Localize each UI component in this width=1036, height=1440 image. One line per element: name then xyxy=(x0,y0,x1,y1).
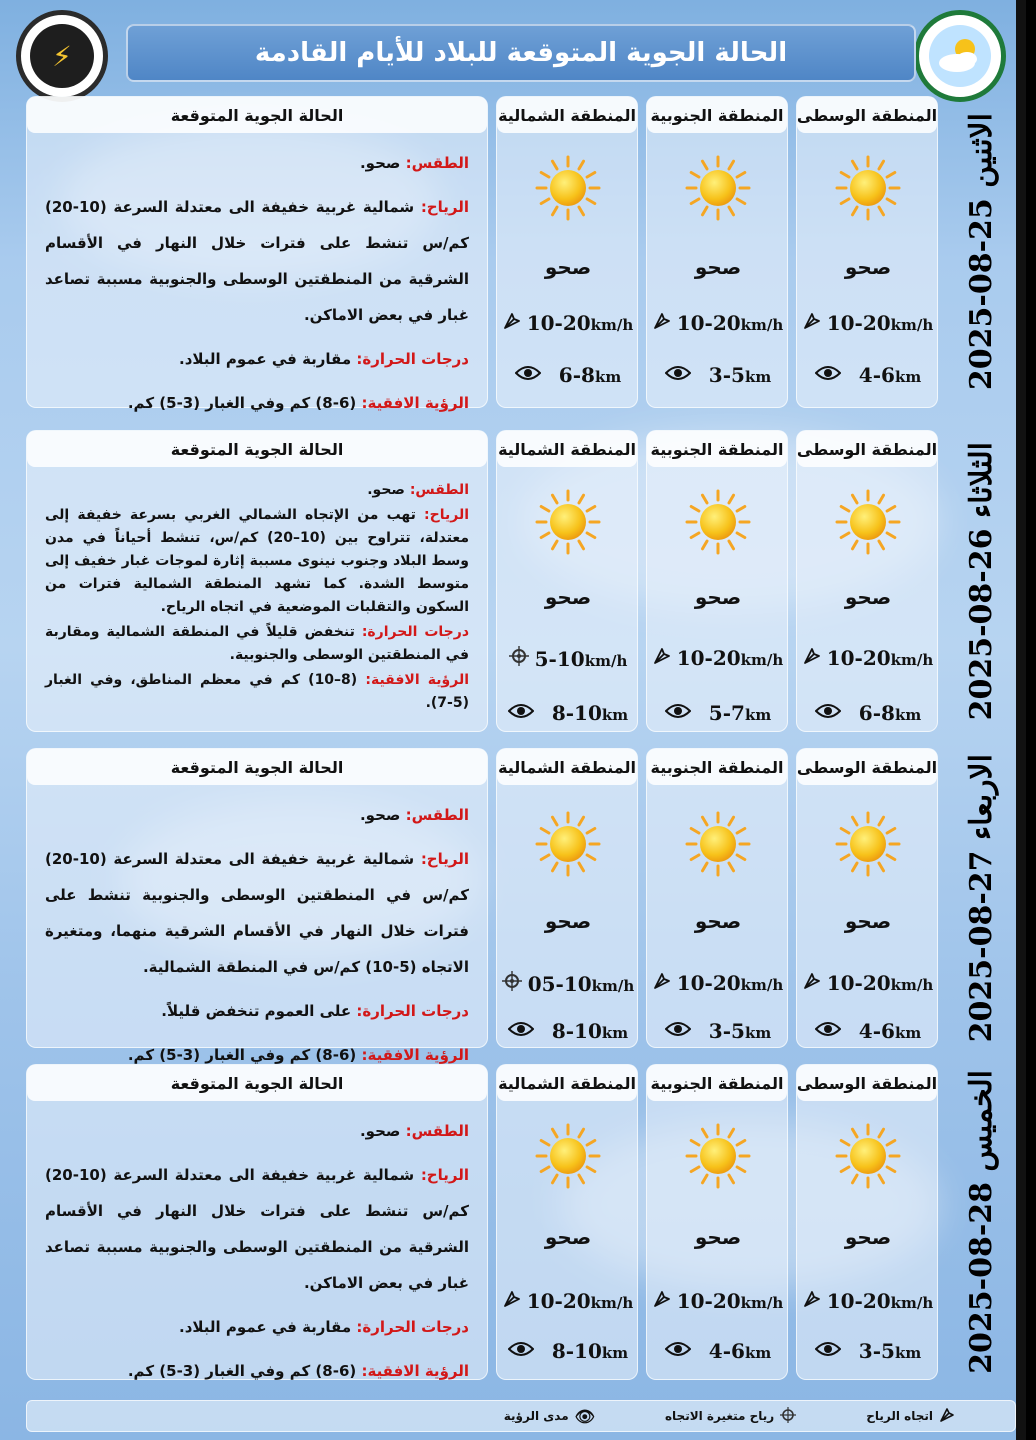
region-card xyxy=(646,430,788,732)
forecast-line-text: شمالية غربية خفيفة الى معتدلة السرعة (10-20) كم/س تنشط على فترات خلال النهار في الأقسام الشرقية من المنطقتين الوسطى والجنوبية مسببة تصاعد غبار في بعض الاماكن. xyxy=(45,198,469,324)
eye-icon xyxy=(665,1339,691,1364)
visibility-unit: km xyxy=(744,1024,772,1042)
weather-condition: صحو xyxy=(694,1225,742,1249)
wind-value: 10-20 xyxy=(826,311,891,335)
forecast-line-text: صحو. xyxy=(359,1122,406,1140)
eye-icon xyxy=(815,1339,841,1364)
forecast-line-text: مقاربة في عموم البلاد. xyxy=(179,1318,357,1336)
forecast-line xyxy=(45,189,469,333)
forecast-line-text: تنخفض قليلاً في المنطقة الشمالية ومقاربة في المنطقتين الوسطى والجنوبية. xyxy=(45,624,469,663)
wind-speed xyxy=(647,311,789,335)
region-title: المنطقة الشمالية xyxy=(497,749,637,785)
visibility-value: 3-5 xyxy=(858,1339,895,1363)
visibility xyxy=(647,1339,789,1364)
region-title: المنطقة الجنوبية xyxy=(647,749,787,785)
forecast-text-box xyxy=(26,96,488,412)
eye-icon xyxy=(665,1019,691,1044)
wind-value: 10-20 xyxy=(826,1289,891,1313)
region-card xyxy=(646,1064,788,1380)
eye-icon: 👁 xyxy=(574,1406,595,1426)
wind-unit: km/h xyxy=(740,976,784,994)
visibility xyxy=(497,701,639,726)
wind-value: 10-20 xyxy=(676,1289,741,1313)
forecast-line-text: (6-8) كم وفي الغبار (3-5) كم. xyxy=(127,1046,362,1064)
weather-condition: صحو xyxy=(694,585,742,609)
sun-icon xyxy=(685,155,751,221)
day-block xyxy=(26,1064,1016,1380)
weather-condition: صحو xyxy=(844,585,892,609)
wind-direction-icon xyxy=(653,312,671,335)
wind-unit: km/h xyxy=(590,1294,634,1312)
wind-speed xyxy=(497,1289,639,1313)
region-card xyxy=(796,430,938,732)
sun-icon xyxy=(835,489,901,555)
wind-speed xyxy=(797,311,939,335)
wind-value: 10-20 xyxy=(526,1289,591,1313)
visibility-unit: km xyxy=(744,1344,772,1362)
visibility xyxy=(647,1019,789,1044)
visibility-value: 4-6 xyxy=(858,363,895,387)
weather-condition: صحو xyxy=(844,909,892,933)
wind-speed xyxy=(647,646,789,670)
eye-icon xyxy=(515,363,541,388)
weather-condition: صحو xyxy=(544,585,592,609)
visibility-value: 8-10 xyxy=(551,1019,602,1043)
eye-icon xyxy=(508,1339,534,1364)
forecast-title: الحالة الجوية المتوقعة xyxy=(27,431,487,467)
forecast-line xyxy=(45,145,469,181)
wind-unit: km/h xyxy=(890,1294,934,1312)
forecast-line xyxy=(45,1157,469,1301)
visibility-unit: km xyxy=(894,706,922,724)
forecast-body xyxy=(27,1101,487,1405)
forecast-line xyxy=(45,1309,469,1345)
forecast-body xyxy=(27,785,487,1089)
eye-icon xyxy=(815,701,841,726)
wind-unit: km/h xyxy=(890,316,934,334)
eye-icon xyxy=(665,363,691,388)
sun-icon xyxy=(535,489,601,555)
wind-unit: km/h xyxy=(591,977,635,995)
forecast-line-label: الطقس: xyxy=(405,154,469,172)
forecast-line-label: الرياح: xyxy=(424,507,469,523)
forecast-line xyxy=(45,385,469,421)
day-label xyxy=(946,96,1016,408)
sun-icon xyxy=(685,811,751,877)
weather-condition: صحو xyxy=(544,909,592,933)
wind-unit: km/h xyxy=(740,1294,784,1312)
lightning-icon: ⚡ xyxy=(30,24,94,88)
wind-direction-icon xyxy=(653,972,671,995)
wind-direction-icon xyxy=(503,312,521,335)
forecast-line xyxy=(45,621,469,667)
forecast-line-text: شمالية غربية خفيفة الى معتدلة السرعة (10-20) كم/س تنشط على فترات خلال النهار في الأقسام الشرقية من المنطقتين الوسطى والجنوبية مسببة تصاعد غبار في بعض الاماكن. xyxy=(45,1166,469,1292)
forecast-line-label: الطقس: xyxy=(405,1122,469,1140)
forecast-line-text: على العموم تنخفض قليلاً. xyxy=(161,1002,357,1020)
wind-direction-icon xyxy=(803,972,821,995)
forecast-line-text: (6-8) كم وفي الغبار (3-5) كم. xyxy=(127,1362,362,1380)
visibility-value: 4-6 xyxy=(858,1019,895,1043)
wind-direction-icon xyxy=(653,647,671,670)
wind-unit: km/h xyxy=(590,316,634,334)
visibility xyxy=(797,701,939,726)
region-title: المنطقة الجنوبية xyxy=(647,431,787,467)
forecast-line-label: درجات الحرارة: xyxy=(356,1002,469,1020)
region-title: المنطقة الشمالية xyxy=(497,97,637,133)
forecast-line xyxy=(45,341,469,377)
visibility-unit: km xyxy=(601,706,629,724)
day-date: الاثنين 25-08-2025 xyxy=(963,113,999,391)
visibility-value: 6-8 xyxy=(858,701,895,725)
day-block xyxy=(26,748,1016,1064)
wind-value: 10-20 xyxy=(676,646,741,670)
day-block xyxy=(26,430,1016,732)
eye-icon xyxy=(815,363,841,388)
day-date: الخميس 28-08-2025 xyxy=(963,1070,999,1374)
forecast-line-label: الرياح: xyxy=(420,1166,469,1184)
meteorology-authority-logo xyxy=(914,10,1006,102)
day-block xyxy=(26,96,1016,412)
wind-speed xyxy=(797,971,939,995)
eye-icon xyxy=(508,1019,534,1044)
forecast-line-text: شمالية غربية خفيفة الى معتدلة السرعة (10-20) كم/س في المنطقتين الوسطى والجنوبية تنشط على فترات خلال النهار في الأقسام الشرقية منهما، ومتغيرة الاتجاه (5-10) كم/س في المنطقة الشمالية. xyxy=(45,850,469,976)
wind-speed xyxy=(497,311,639,335)
region-card xyxy=(646,748,788,1048)
variable-wind-icon xyxy=(502,971,522,996)
forecast-line-text: تهب من الإتجاه الشمالي الغربي بسرعة خفيفة إلى معتدلة، تتراوح بين (10–20) كم/س، تنشط أحياناً في مدن وسط البلاد وجنوب نينوى مسببة إثارة لموجات غبار خفيف إلى متوسط الشدة. كما تشهد المنطقة الشمالية فترات من السكون والتقلبات الموضعية في اتجاه الرياح. xyxy=(45,507,469,615)
forecast-text-box xyxy=(26,1064,488,1380)
forecast-line-label: الرؤية الافقية: xyxy=(365,672,470,688)
forecast-line xyxy=(45,1353,469,1389)
forecast-body xyxy=(27,467,487,725)
region-title: المنطقة الجنوبية xyxy=(647,97,787,133)
eye-icon xyxy=(815,1019,841,1044)
forecast-line-text: صحو. xyxy=(359,806,406,824)
legend-visibility: 👁 مدى الرؤية xyxy=(503,1406,595,1426)
region-title: المنطقة الشمالية xyxy=(497,431,637,467)
legend-variable-wind: رياح متغيرة الاتجاه xyxy=(665,1407,796,1426)
visibility-value: 5-7 xyxy=(708,701,745,725)
wind-value: 10-20 xyxy=(676,971,741,995)
region-title: المنطقة الشمالية xyxy=(497,1065,637,1101)
legend-wind-direction: اتجاه الرياح xyxy=(866,1407,955,1426)
region-card xyxy=(796,96,938,408)
forecast-text-box xyxy=(26,748,488,1064)
wind-unit: km/h xyxy=(740,651,784,669)
weather-condition: صحو xyxy=(844,255,892,279)
sun-icon xyxy=(535,811,601,877)
forecast-line-label: درجات الحرارة: xyxy=(356,1318,469,1336)
wind-unit: km/h xyxy=(890,651,934,669)
sun-icon xyxy=(685,1123,751,1189)
forecast-line-label: الرؤية الافقية: xyxy=(361,394,469,412)
wind-speed xyxy=(647,1289,789,1313)
weather-forecasting-logo xyxy=(16,10,108,102)
region-title: المنطقة الوسطى xyxy=(797,749,937,785)
visibility-unit: km xyxy=(894,1024,922,1042)
region-card xyxy=(496,748,638,1048)
forecast-line xyxy=(45,479,469,502)
forecast-line-label: الرؤية الافقية: xyxy=(361,1046,469,1064)
forecast-line-label: الرياح: xyxy=(420,850,469,868)
region-card xyxy=(496,1064,638,1380)
day-label xyxy=(946,748,1016,1048)
visibility-value: 4-6 xyxy=(708,1339,745,1363)
wind-speed xyxy=(647,971,789,995)
visibility xyxy=(647,363,789,388)
visibility-value: 3-5 xyxy=(708,1019,745,1043)
variable-wind-icon xyxy=(780,1407,796,1426)
forecast-line-label: الطقس: xyxy=(409,482,469,498)
weather-condition: صحو xyxy=(694,255,742,279)
weather-condition: صحو xyxy=(544,255,592,279)
forecast-text-box xyxy=(26,430,488,732)
day-label xyxy=(946,430,1016,732)
forecast-line xyxy=(45,669,469,715)
sun-icon xyxy=(835,1123,901,1189)
page-title: الحالة الجوية المتوقعة للبلاد للأيام القادمة xyxy=(126,24,916,82)
wind-direction-icon xyxy=(653,1290,671,1313)
wind-speed xyxy=(497,646,639,671)
cloud-sun-icon xyxy=(929,25,991,87)
weather-condition: صحو xyxy=(544,1225,592,1249)
forecast-line-text: مقاربة في عموم البلاد. xyxy=(179,350,357,368)
wind-value: 10-20 xyxy=(526,311,591,335)
wind-value: 10-20 xyxy=(676,311,741,335)
forecast-body xyxy=(27,133,487,437)
wind-value: 10-20 xyxy=(826,971,891,995)
wind-speed xyxy=(497,971,639,996)
region-card xyxy=(496,430,638,732)
forecast-line xyxy=(45,841,469,985)
forecast-line xyxy=(45,797,469,833)
region-title: المنطقة الوسطى xyxy=(797,97,937,133)
wind-direction-icon xyxy=(939,1407,955,1426)
wind-unit: km/h xyxy=(584,652,628,670)
visibility-unit: km xyxy=(594,368,622,386)
visibility-value: 6-8 xyxy=(558,363,595,387)
weather-condition: صحو xyxy=(694,909,742,933)
wind-direction-icon xyxy=(803,312,821,335)
visibility-unit: km xyxy=(744,368,772,386)
wind-direction-icon xyxy=(803,1290,821,1313)
eye-icon xyxy=(665,701,691,726)
forecast-line-label: الرياح: xyxy=(420,198,469,216)
forecast-line-text: صحو. xyxy=(359,154,406,172)
forecast-line-label: الطقس: xyxy=(405,806,469,824)
forecast-title: الحالة الجوية المتوقعة xyxy=(27,1065,487,1101)
forecast-line xyxy=(45,504,469,619)
sun-icon xyxy=(835,811,901,877)
forecast-title: الحالة الجوية المتوقعة xyxy=(27,97,487,133)
visibility-unit: km xyxy=(894,368,922,386)
region-title: المنطقة الوسطى xyxy=(797,1065,937,1101)
wind-value: 5-10 xyxy=(534,647,585,671)
wind-direction-icon xyxy=(803,647,821,670)
visibility-value: 3-5 xyxy=(708,363,745,387)
sun-icon xyxy=(835,155,901,221)
forecast-title: الحالة الجوية المتوقعة xyxy=(27,749,487,785)
wind-unit: km/h xyxy=(890,976,934,994)
forecast-line-text: صحو. xyxy=(367,482,410,498)
visibility xyxy=(497,363,639,388)
region-title: المنطقة الوسطى xyxy=(797,431,937,467)
weather-condition: صحو xyxy=(844,1225,892,1249)
visibility-unit: km xyxy=(601,1024,629,1042)
visibility-unit: km xyxy=(744,706,772,724)
sun-icon xyxy=(685,489,751,555)
region-card xyxy=(496,96,638,408)
wind-value: 05-10 xyxy=(527,972,592,996)
day-label xyxy=(946,1064,1016,1380)
visibility xyxy=(647,701,789,726)
wind-value: 10-20 xyxy=(826,646,891,670)
wind-speed xyxy=(797,1289,939,1313)
forecast-line xyxy=(45,1113,469,1149)
visibility-unit: km xyxy=(601,1344,629,1362)
sun-icon xyxy=(535,1123,601,1189)
forecast-line-label: الرؤية الافقية: xyxy=(361,1362,469,1380)
visibility xyxy=(797,1019,939,1044)
page-edge xyxy=(1016,0,1026,1440)
region-card xyxy=(646,96,788,408)
visibility xyxy=(797,363,939,388)
region-card xyxy=(796,748,938,1048)
visibility xyxy=(797,1339,939,1364)
forecast-line-label: درجات الحرارة: xyxy=(356,350,469,368)
wind-speed xyxy=(797,646,939,670)
day-date: الثلاثاء 26-08-2025 xyxy=(963,441,999,721)
forecast-line xyxy=(45,993,469,1029)
forecast-line-text: (8–10) كم في معظم المناطق، وفي الغبار (5-7). xyxy=(45,672,469,711)
region-card xyxy=(796,1064,938,1380)
forecast-line-label: درجات الحرارة: xyxy=(361,624,470,640)
legend xyxy=(26,1400,1016,1432)
forecast-line-text: (6-8) كم وفي الغبار (3-5) كم. xyxy=(127,394,362,412)
visibility xyxy=(497,1339,639,1364)
visibility-value: 8-10 xyxy=(551,701,602,725)
visibility-value: 8-10 xyxy=(551,1339,602,1363)
day-date: الاربعاء 27-08-2025 xyxy=(963,753,999,1043)
eye-icon xyxy=(508,701,534,726)
wind-unit: km/h xyxy=(740,316,784,334)
visibility xyxy=(497,1019,639,1044)
region-title: المنطقة الجنوبية xyxy=(647,1065,787,1101)
wind-direction-icon xyxy=(503,1290,521,1313)
variable-wind-icon xyxy=(509,646,529,671)
visibility-unit: km xyxy=(894,1344,922,1362)
sun-icon xyxy=(535,155,601,221)
